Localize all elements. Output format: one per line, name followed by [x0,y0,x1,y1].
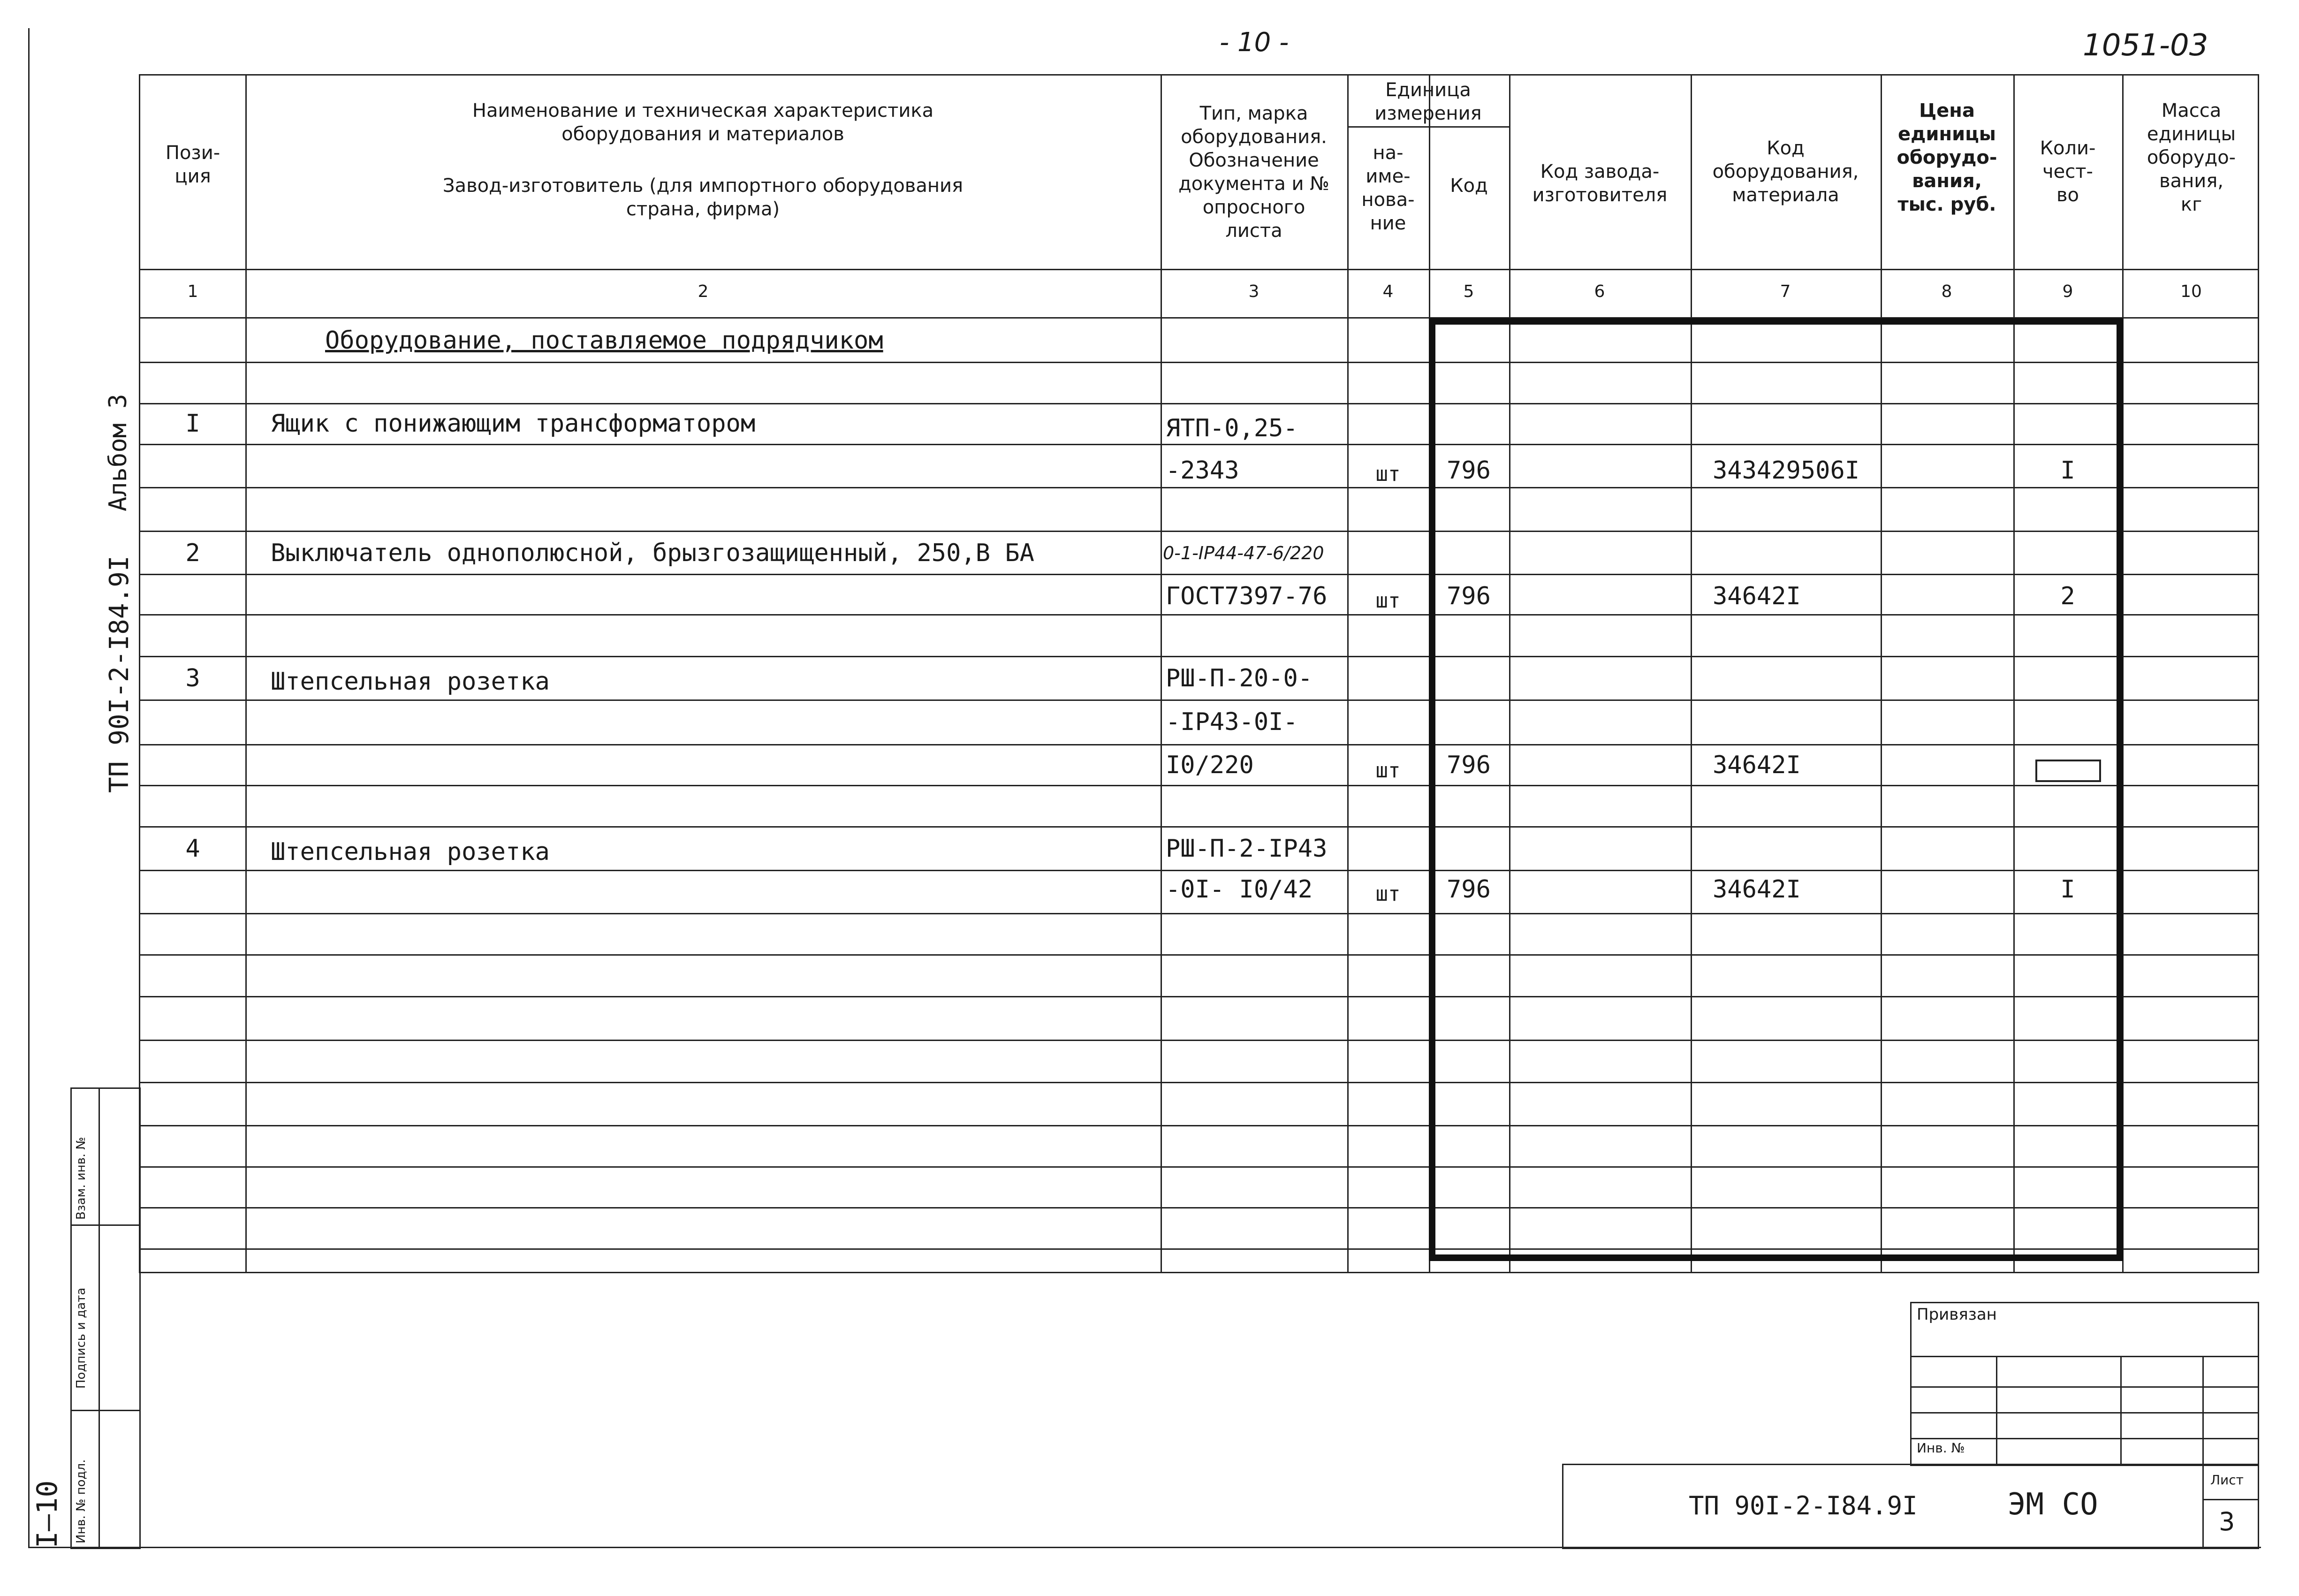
header-mass: Масса единицы оборудо- вания, кг [2147,100,2236,215]
col-num-8: 8 [1941,282,1952,301]
inv-podl-label: Инв. № подл. [74,1459,88,1543]
title-doc-code: ТП 90I-2-I84.9I [1689,1491,1918,1520]
item-1-code: 796 [1447,456,1491,485]
header-type: Тип, марка оборудования. Обозначение документа и № опросного листа [1178,103,1329,242]
col-num-7: 7 [1780,282,1791,301]
item-4-equipment-code: 34642I [1713,875,1801,904]
col-num-6: 6 [1594,282,1605,301]
header-price: Цена единицы оборудо- вания, тыс. руб. [1897,100,1997,215]
header-unit-code: Код [1450,175,1488,197]
item-3-type-line2: -IP43-0I- [1166,708,1298,736]
header-unit-group: Единица измерения [1374,79,1482,124]
col-num-4: 4 [1382,282,1394,301]
item-3-equipment-code: 34642I [1713,751,1801,779]
item-3-code: 796 [1447,751,1491,779]
list-number: 3 [2219,1507,2235,1536]
privyazan-label: Привязан [1917,1305,1997,1324]
item-3-name: Штепсельная розетка [271,668,550,696]
col-num-9: 9 [2062,282,2073,301]
item-2-name: Выключатель однополюсной, брызгозащищенный, 250,В БА [271,539,1034,567]
doc-code-vertical: ТП 90I-2-I84.9I [104,555,135,793]
header-name-line1: Наименование и техническая характеристика оборудования и материалов [472,100,934,145]
item-2-equipment-code: 34642I [1713,582,1801,610]
album-label: Альбом 3 [104,394,132,511]
page-number: - 10 - [1220,27,1289,58]
item-1-type-line2: -2343 [1166,456,1239,485]
title-mark: ЭМ СО [2008,1487,2098,1522]
header-quantity: Коли- чест- во [2040,137,2096,206]
corner-note: 1051-03 [2083,28,2208,63]
col-num-5: 5 [1463,282,1474,301]
inv-label: Инв. № [1917,1440,1965,1456]
item-1-quantity: I [2060,456,2075,485]
item-1-position: I [185,410,200,438]
header-factory-code: Код завода- изготовителя [1532,161,1668,206]
vzam-inv-label: Взам. инв. № [74,1137,88,1220]
item-3-position: 3 [185,664,200,692]
header-position: Пози- ция [165,142,220,187]
item-1-type-line1: ЯТП-0,25- [1166,414,1298,442]
item-2-position: 2 [185,539,200,567]
col-num-10: 10 [2180,282,2202,301]
item-3-unit: шт [1375,759,1401,783]
highlight-frame [1429,318,2123,1261]
item-4-code: 796 [1447,875,1491,904]
item-3-type-line3: I0/220 [1166,751,1254,779]
item-2-code: 796 [1447,582,1491,610]
signature-date-label: Подпись и дата [74,1287,88,1389]
item-2-type-line2: ГОСТ7397-76 [1166,582,1328,610]
item-3-type-line1: РШ-П-20-0- [1166,664,1313,692]
item-4-position: 4 [185,835,200,863]
item-1-name: Ящик с понижающим трансформатором [271,410,756,438]
header-unit-name: на- име- нова- ние [1361,142,1415,234]
item-4-name: Штепсельная розетка [271,838,550,866]
section-title: Оборудование, поставляемое подрядчиком [325,327,883,355]
list-label: Лист [2210,1472,2244,1488]
item-4-type-line1: РШ-П-2-IP43 [1166,835,1328,863]
sheet-mark: I—10 [31,1480,64,1548]
header-equipment-code: Код оборудования, материала [1712,137,1859,206]
col-num-2: 2 [698,282,709,301]
item-4-type-line2: -0I- I0/42 [1166,875,1313,904]
item-4-quantity: I [2060,875,2075,904]
col-num-1: 1 [187,282,198,301]
item-1-unit: шт [1375,462,1401,486]
item-2-type-line1: 0-1-IP44-47-6/220 [1163,543,1324,563]
item-1-equipment-code: 343429506I [1713,456,1860,485]
item-4-unit: шт [1375,882,1401,906]
header-name-line2: Завод-изготовитель (для импортного оборудования страна, фирма) [442,175,964,220]
col-num-3: 3 [1248,282,1260,301]
item-2-quantity: 2 [2060,582,2075,610]
item-2-unit: шт [1375,589,1401,613]
